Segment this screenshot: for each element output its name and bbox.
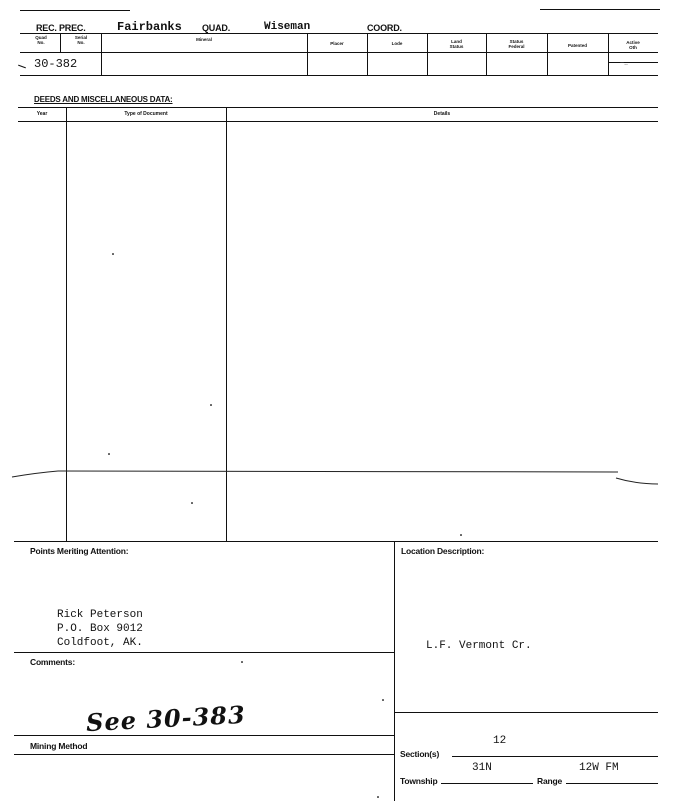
col-quad-no: Quad No. [35, 35, 47, 45]
col-land-status: Land Status [449, 39, 464, 49]
location-label: Location Description: [401, 546, 485, 556]
township-line [441, 783, 533, 784]
points-label: Points Meriting Attention: [30, 546, 129, 556]
plss-top-rule [394, 712, 658, 713]
points-line-3: Coldfoot, AK. [57, 637, 143, 649]
col-year: Year [36, 111, 48, 117]
points-line-1: Rick Peterson [57, 609, 143, 621]
col-details: Details [433, 111, 451, 117]
col-type-of-document: Type of Document [124, 111, 168, 117]
section-value: 12 [493, 735, 507, 747]
active-mark: ~.. [620, 60, 628, 67]
rec-prec-label: REC. PREC. [36, 23, 86, 33]
quad-no-value: 30-382 [34, 57, 78, 71]
mining-bottom-rule [14, 754, 394, 755]
deeds-top-rule [18, 107, 658, 108]
handwritten-reference: See 30-383 [85, 699, 247, 738]
col-active: Active Oth [626, 40, 640, 50]
col-status-federal: Status Federal [508, 39, 525, 49]
range-label: Range [537, 776, 562, 786]
points-line-2: P.O. Box 9012 [57, 623, 143, 635]
col-mineral: Mineral [196, 37, 212, 42]
township-value: 31N [472, 762, 492, 774]
location-value: L.F. Vermont Cr. [426, 640, 532, 652]
deeds-header-rule [18, 121, 658, 122]
scan-crease [0, 462, 678, 492]
header-mid-rule [20, 52, 658, 53]
township-label: Township [400, 776, 438, 786]
range-line [566, 783, 658, 784]
header-bottom-rule [20, 75, 658, 76]
lower-section-top-rule [14, 541, 658, 542]
col-serial-no: Serial No. [74, 35, 88, 45]
quad-label: QUAD. [202, 23, 230, 33]
col-placer: Placer [330, 41, 344, 46]
mining-top-rule [14, 735, 394, 736]
col-lode: Lode [391, 41, 403, 46]
section-line [452, 756, 658, 757]
quad-value: Wiseman [264, 21, 311, 33]
section-label: Section(s) [400, 749, 440, 759]
header-top-rule [20, 33, 658, 34]
mining-label: Mining Method [30, 741, 88, 751]
comments-top-rule [14, 652, 394, 653]
lower-section-divider [394, 541, 395, 801]
rec-prec-value: Fairbanks [117, 20, 182, 34]
col-patented: Patented [567, 43, 587, 48]
range-value: 12W FM [579, 762, 619, 774]
comments-label: Comments: [30, 657, 75, 667]
coord-label: COORD. [367, 23, 402, 33]
deeds-title: DEEDS AND MISCELLANEOUS DATA: [34, 95, 173, 104]
